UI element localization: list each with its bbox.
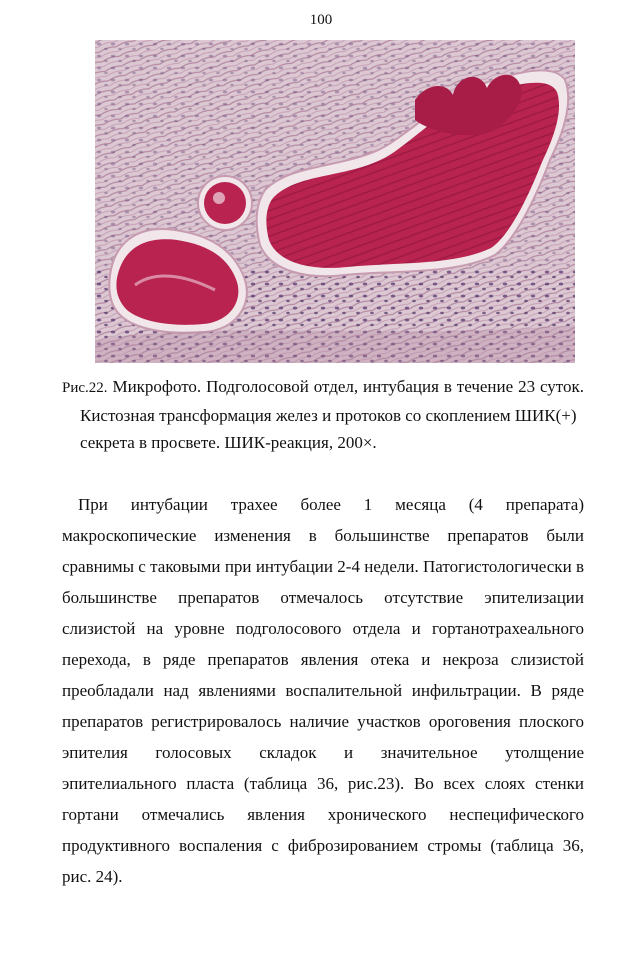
caption-title: Микрофото. Подголосовой отдел, интубация в течение 23 суток. — [112, 377, 585, 396]
figure-caption — [62, 373, 584, 456]
micrograph-image — [95, 40, 575, 363]
caption-line-3: секрета в просвете. ШИК-реакция, 200×. — [80, 433, 377, 452]
body-text — [62, 489, 584, 892]
caption-line-2: Кистозная трансформация желез и протоков со скоплением ШИК(+) — [80, 406, 577, 425]
caption-line-1 — [62, 373, 584, 402]
figure-label: Рис.22. — [62, 380, 108, 396]
page-number: 100 — [309, 12, 333, 28]
paragraph: При интубации трахее более 1 месяца (4 препарата) макроскопические изменения в большинстве препаратов были сравнимы с таковыми при интубации 2-4 недели. Патогистологически в большинстве препаратов отмечалось отсутствие эпителизации слизистой на уровне подголосового отдела и гортанотрахеального перехода, в ряде препаратов явления отека и некроза слизистой преобладали над явлениями воспалительной инфильтрации. В ряде препаратов регистрировалось наличие участков ороговения плоского эпителия голосовых складок и значительное утолщение эпителиального пласта (таблица 36, рис.23). Во всех слоях стенки гортани отмечались явления хронического неспецифического продуктивного воспаления с фиброзированием стромы (таблица 36, рис. 24). — [62, 495, 584, 886]
micrograph-figure — [95, 40, 575, 363]
